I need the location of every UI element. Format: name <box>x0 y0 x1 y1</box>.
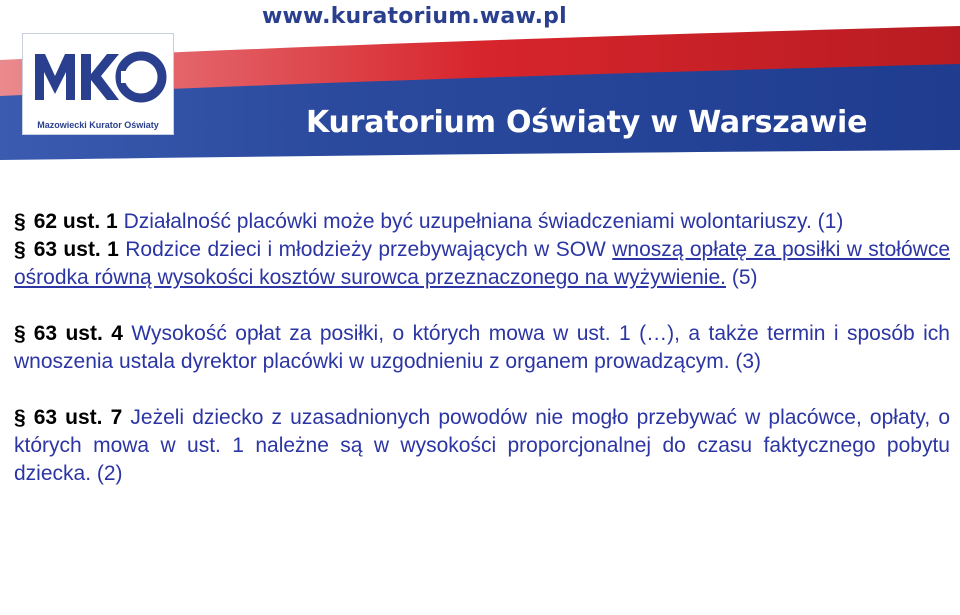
site-url[interactable]: www.kuratorium.waw.pl <box>262 4 567 29</box>
section-symbol: § <box>14 210 26 233</box>
paragraph-63-4 <box>14 320 950 376</box>
logo-caption: Mazowiecki Kurator Oświaty <box>37 120 159 130</box>
paragraph-text-end: (5) <box>726 266 758 289</box>
section-ref: 63 ust. 4 <box>33 322 123 345</box>
mko-logo-icon <box>27 38 169 116</box>
section-ref: 62 ust. 1 <box>33 210 118 233</box>
paragraph-text: Rodzice dzieci i młodzieży przebywających w SOW <box>118 238 613 261</box>
paragraph-text: Wysokość opłat za posiłki, o których mowa w ust. 1 (…), a także termin i sposób ich wnoszenia ustala dyrektor placówki w uzgodnieniu z organem prowadzącym. (3) <box>14 322 950 373</box>
header-banner <box>0 0 960 165</box>
section-ref: 63 ust. 7 <box>33 406 123 429</box>
paragraph-63-1 <box>14 236 950 292</box>
section-symbol: § <box>14 238 26 261</box>
paragraph-text: Jeżeli dziecko z uzasadnionych powodów nie mogło przebywać w placówce, opłaty, o których mowa w ust. 1 należne są w wysokości proporcjonalnej do czasu faktycznego pobytu dziecka. (2) <box>14 406 951 485</box>
paragraph-text: Działalność placówki może być uzupełniana świadczeniami wolontariuszy. (1) <box>117 210 844 233</box>
document-body <box>14 208 950 488</box>
paragraph-63-7 <box>14 404 950 488</box>
section-symbol: § <box>14 322 26 345</box>
section-ref: 63 ust. 1 <box>33 238 119 261</box>
section-symbol: § <box>14 406 26 429</box>
logo <box>22 33 174 135</box>
banner-title: Kuratorium Oświaty w Warszawie <box>306 105 868 140</box>
underlined-text: wnoszą opłatę za posiłki w stołówce ośrodka równą wysokości kosztów surowca przeznaczonego na wyżywienie. <box>14 238 951 289</box>
paragraph-62-1 <box>14 208 950 236</box>
